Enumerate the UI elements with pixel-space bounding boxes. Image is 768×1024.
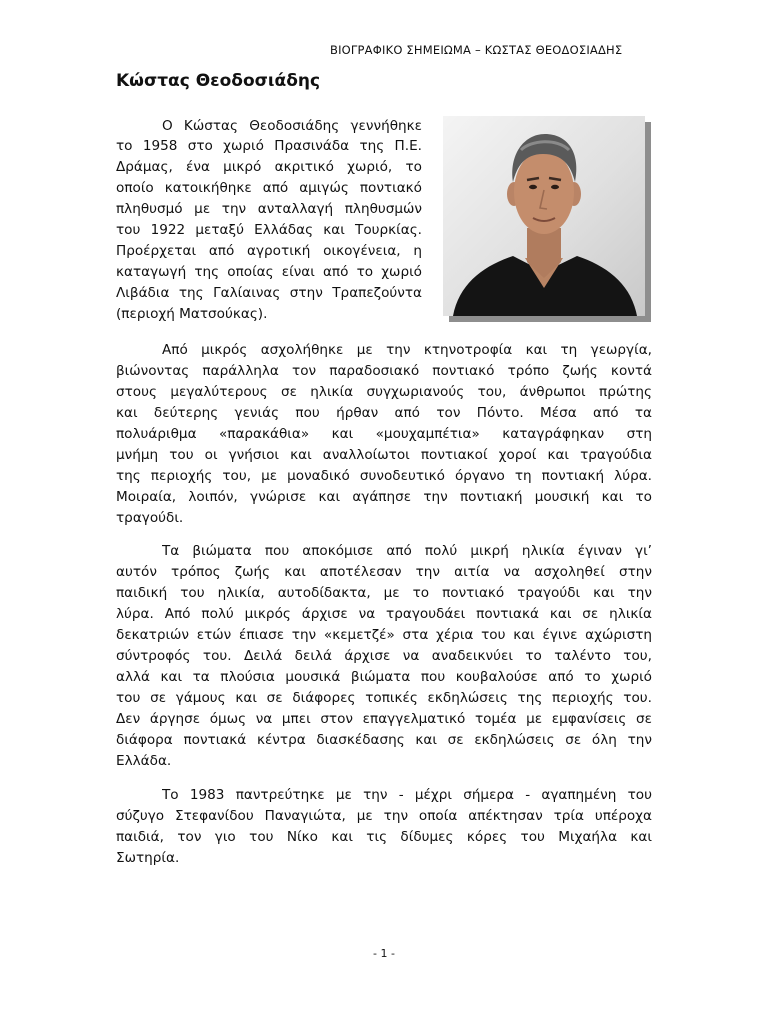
- paragraph-2-line-3: στους μεγαλύτερους σε ηλικία συγχωριανούς του, άνθρωποι πρώτης: [116, 384, 652, 400]
- paragraph-1-line-10: (περιοχή Ματσούκας).: [116, 306, 268, 322]
- paragraph-3-line-7: αλλά και τα πλούσια μουσικά βιώματα που κουβαλούσε από το χωριό: [116, 669, 652, 685]
- page-title: Κώστας Θεοδοσιάδης: [116, 71, 321, 91]
- paragraph-4-line-4: Σωτηρία.: [116, 850, 180, 866]
- paragraph-3-line-10: διάφορα ποντιακά κέντρα διασκέδασης και σε εκδηλώσεις σε όλη την: [116, 732, 652, 748]
- paragraph-3-line-9: Δεν άργησε όμως να μπει στον επαγγελματικό τομέα με εμφανίσεις σε: [116, 711, 652, 727]
- paragraph-2-line-6: μνήμη του οι γνήσιοι και αναλλοίωτοι ποντιακοί χοροί και τραγούδια: [116, 447, 652, 463]
- running-header: ΒΙΟΓΡΑΦΙΚΟ ΣΗΜΕΙΩΜΑ – ΚΩΣΤΑΣ ΘΕΟΔΟΣΙΑΔΗΣ: [330, 43, 623, 57]
- paragraph-1-line-9: Λιβάδια της Γαλίαινας στην Τραπεζούντα: [116, 285, 422, 301]
- paragraph-4-line-3: παιδιά, τον γιο του Νίκο και τις δίδυμες κόρες του Μιχαήλα και: [116, 829, 652, 845]
- paragraph-1-line-2: το 1958 στο χωριό Πρασινάδα της Π.Ε.: [116, 138, 422, 154]
- paragraph-1-line-8: καταγωγή της οποίας είναι από το χωριό: [116, 264, 422, 280]
- portrait-photo: [443, 116, 645, 316]
- paragraph-2-line-9: τραγούδι.: [116, 510, 184, 526]
- paragraph-1-line-1: Ο Κώστας Θεοδοσιάδης γεννήθηκε: [162, 118, 422, 134]
- paragraph-2-line-2: βιώνοντας παράλληλα τον παραδοσιακό ποντιακό τρόπο ζωής κοντά: [116, 363, 652, 379]
- paragraph-2-line-5: πολυάριθμα «παρακάθια» και «μουχαμπέτια» καταγράφηκαν στη: [116, 426, 652, 442]
- paragraph-2-line-4: και δεύτερης γενιάς που ήρθαν από τον Πόντο. Μέσα από τα: [116, 405, 652, 421]
- paragraph-3-line-6: σύντροφός του. Δειλά δειλά άρχισε να αναδεικνύει το ταλέντο του,: [116, 648, 652, 664]
- paragraph-4-line-1: Το 1983 παντρεύτηκε με την - μέχρι σήμερα - αγαπημένη του: [162, 787, 652, 803]
- paragraph-3-line-2: αυτόν τρόπος ζωής και αποτέλεσαν την αιτία να ασχοληθεί στην: [116, 564, 652, 580]
- paragraph-3-line-11: Ελλάδα.: [116, 753, 172, 769]
- portrait-illustration: [443, 116, 645, 316]
- paragraph-1-line-3: Δράμας, ένα μικρό ακριτικό χωριό, το: [116, 159, 422, 175]
- paragraph-2-line-1: Από μικρός ασχολήθηκε με την κτηνοτροφία και τη γεωργία,: [162, 342, 652, 358]
- paragraph-3-line-3: παιδική του ηλικία, αυτοδίδακτα, με το ποντιακό τραγούδι και την: [116, 585, 652, 601]
- paragraph-1-line-6: του 1922 μεταξύ Ελλάδας και Τουρκίας.: [116, 222, 422, 238]
- paragraph-4-line-2: σύζυγο Στεφανίδου Παναγιώτα, με την οποία απέκτησαν τρία υπέροχα: [116, 808, 652, 824]
- page-number: - 1 -: [373, 947, 395, 960]
- paragraph-2-line-8: Μοιραία, λοιπόν, γνώρισε και αγάπησε την ποντιακή μουσική και το: [116, 489, 652, 505]
- paragraph-1-line-7: Προέρχεται από αγροτική οικογένεια, η: [116, 243, 422, 259]
- paragraph-3-line-1: Τα βιώματα που αποκόμισε από πολύ μικρή ηλικία έγιναν γι’: [162, 543, 652, 559]
- paragraph-1-line-5: πληθυσμό με την ανταλλαγή πληθυσμών: [116, 201, 422, 217]
- paragraph-1-line-4: οποίο κατοικήθηκε από αμιγώς ποντιακό: [116, 180, 422, 196]
- paragraph-3-line-4: λύρα. Από πολύ μικρός άρχισε να τραγουδάει ποντιακά και σε ηλικία: [116, 606, 652, 622]
- paragraph-2-line-7: της περιοχής του, με μοναδικό συνοδευτικό όργανο τη ποντιακή λύρα.: [116, 468, 652, 484]
- paragraph-3-line-8: του σε γάμους και σε διάφορες τοπικές εκδηλώσεις της περιοχής του.: [116, 690, 652, 706]
- paragraph-3-line-5: δεκατριών ετών έπιασε την «κεμετζέ» στα χέρια του και έγινε αχώριστη: [116, 627, 652, 643]
